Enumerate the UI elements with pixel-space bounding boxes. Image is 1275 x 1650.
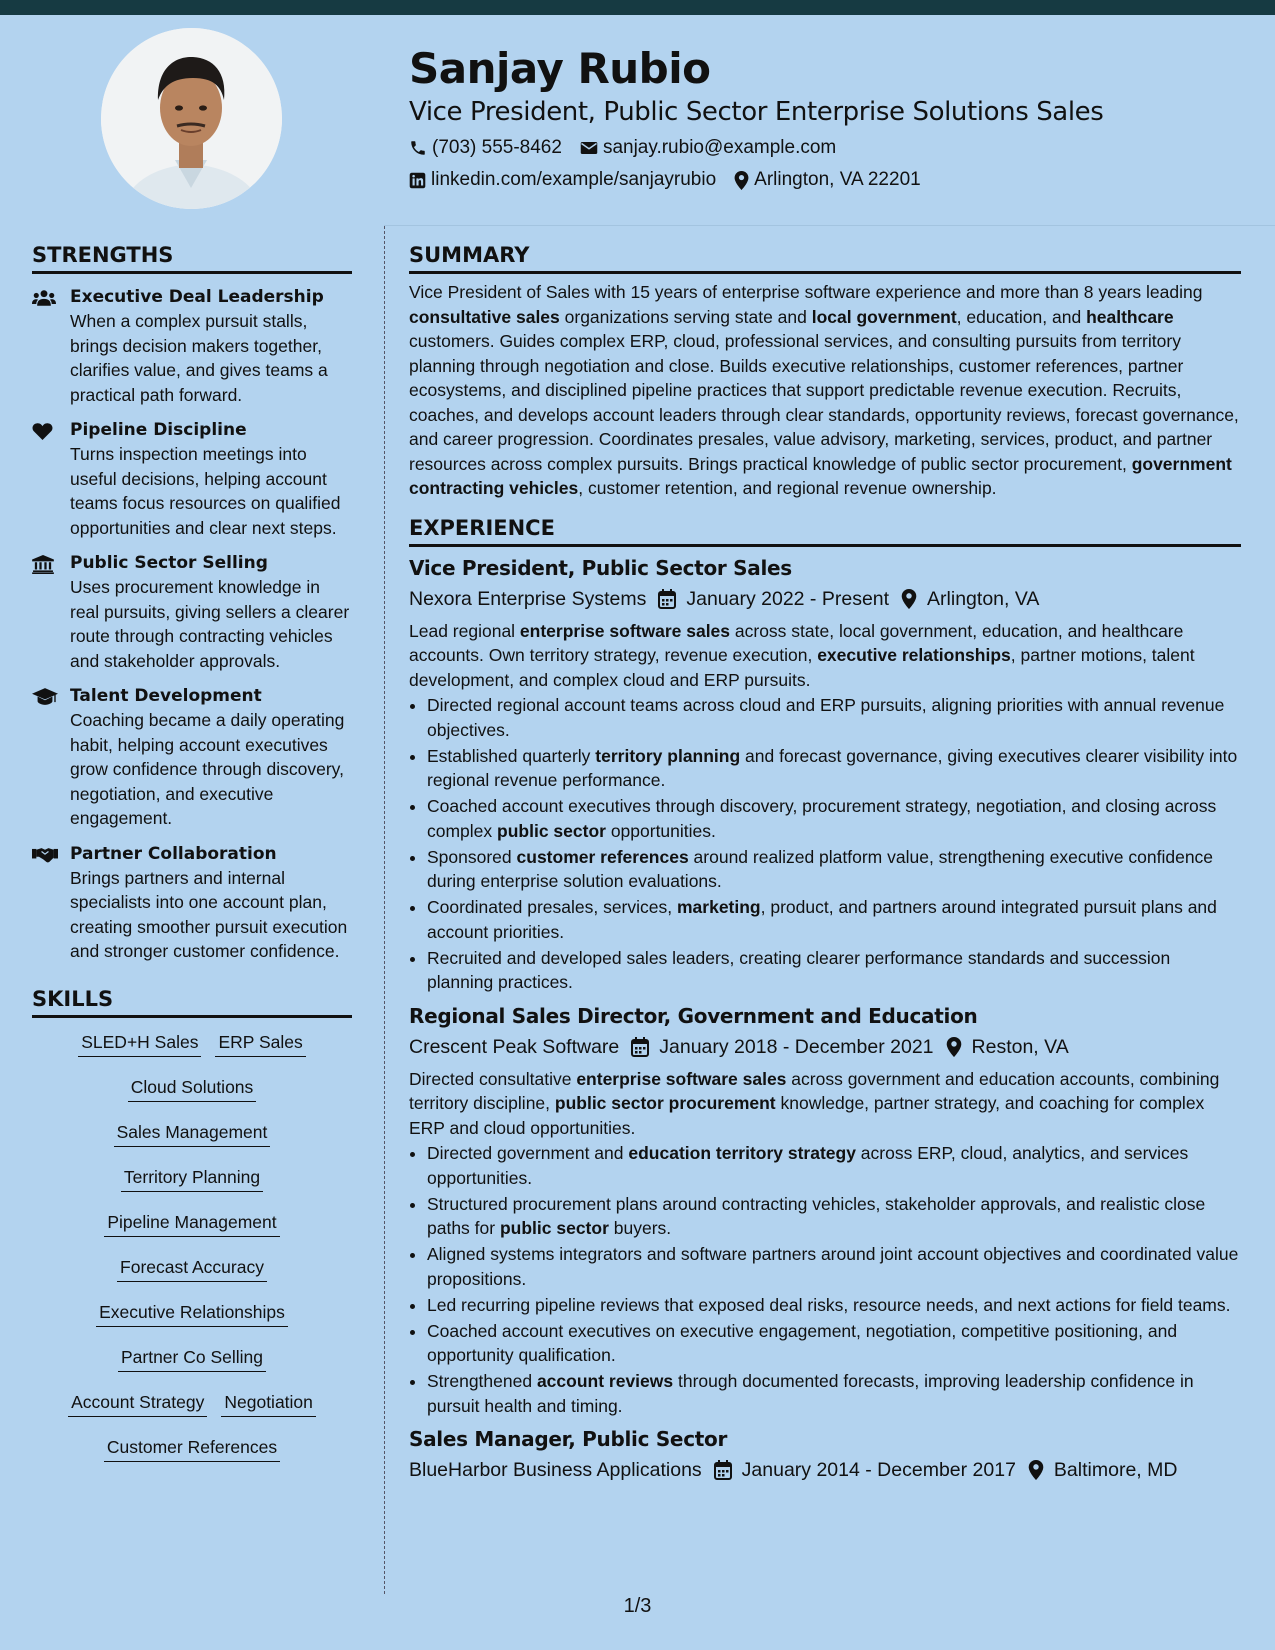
list-item: • Coached account executives through discovery, procurement strategy, negotiation, and closing across complex public sector opportunities. bbox=[427, 794, 1241, 843]
skill-tag: Territory Planning bbox=[121, 1165, 263, 1192]
strengths-heading: STRENGTHS bbox=[32, 240, 352, 274]
list-item: • Coordinated presales, services, marketing, product, and partners around integrated pursuit plans and account priorities. bbox=[427, 895, 1241, 944]
job-company: BlueHarbor Business Applications bbox=[409, 1459, 702, 1481]
skill-tag: Negotiation bbox=[221, 1390, 316, 1417]
job-description: Lead regional enterprise software sales across state, local government, education, and healthcare accounts. Own territory strategy, revenue execution, executive relationships, partner motions, talent development, and complex cloud and ERP pursuits. bbox=[409, 620, 1195, 690]
job-entry bbox=[409, 1002, 1241, 1419]
list-item: • Directed government and education territory strategy across ERP, cloud, analytics, and services opportunities. bbox=[427, 1141, 1241, 1190]
top-bar bbox=[0, 0, 1275, 15]
skill-row bbox=[32, 1075, 352, 1120]
contact-linkedin[interactable]: linkedin.com/example/sanjayrubio bbox=[409, 168, 716, 192]
left-column bbox=[32, 240, 352, 1480]
profile-photo bbox=[101, 28, 282, 209]
users-icon bbox=[32, 289, 56, 307]
graduation-cap-icon bbox=[32, 688, 58, 706]
skill-row bbox=[32, 1210, 352, 1255]
candidate-title: Vice President, Public Sector Enterprise Solutions Sales bbox=[409, 97, 1104, 127]
map-pin-icon bbox=[1028, 1460, 1044, 1480]
job-dates: January 2022 - Present bbox=[686, 587, 890, 610]
resume-header bbox=[409, 42, 1239, 192]
column-divider bbox=[384, 226, 385, 1594]
candidate-name: Sanjay Rubio bbox=[409, 44, 711, 93]
heart-icon bbox=[32, 422, 53, 440]
list-item: • Aligned systems integrators and software partners around joint account objectives and coordinated value propositions. bbox=[427, 1242, 1241, 1291]
contact-email[interactable]: sanjay.rubio@example.com bbox=[580, 136, 836, 160]
skill-tag: Account Strategy bbox=[68, 1390, 207, 1417]
job-description: Directed consultative enterprise software sales across government and education accounts, combining territory discipline, public sector procurement knowledge, partner strategy, and coaching for complex ERP and cloud opportunities. bbox=[409, 1068, 1220, 1138]
summary-heading: SUMMARY bbox=[409, 240, 1241, 274]
job-company: Crescent Peak Software bbox=[409, 1035, 620, 1058]
job-dates: January 2018 - December 2021 bbox=[659, 1035, 934, 1058]
skill-row bbox=[32, 1300, 352, 1345]
skill-tag: Sales Management bbox=[114, 1120, 271, 1147]
list-item: • Structured procurement plans around contracting vehicles, stakeholder approvals, and realistic close paths for public sector buyers. bbox=[427, 1192, 1241, 1241]
strength-item: Executive Deal Leadership When a complex pursuit stalls, brings decision makers together, clarifies value, and gives teams a practical path forward. bbox=[32, 286, 352, 407]
list-item: • Sponsored customer references around realized platform value, strengthening executive confidence during enterprise solution evaluations. bbox=[427, 845, 1241, 894]
skill-tag: Executive Relationships bbox=[96, 1300, 288, 1327]
skills-list bbox=[32, 1030, 352, 1480]
skill-row bbox=[32, 1120, 352, 1165]
map-pin-icon bbox=[901, 589, 917, 609]
list-item: • Directed regional account teams across cloud and ERP pursuits, aligning priorities with annual revenue objectives. bbox=[427, 693, 1241, 742]
strength-item: Partner Collaboration Brings partners and internal specialists into one account plan, creating smoother pursuit execution and stronger customer confidence. bbox=[32, 843, 352, 964]
contact-phone: (703) 555-8462 bbox=[409, 136, 562, 160]
envelope-icon bbox=[580, 140, 598, 156]
list-item: • Led recurring pipeline reviews that exposed deal risks, resource needs, and next actions for field teams. bbox=[427, 1293, 1241, 1318]
experience-list bbox=[409, 554, 1241, 1485]
header-rule bbox=[384, 225, 1275, 226]
skill-tag: ERP Sales bbox=[215, 1030, 305, 1057]
job-location: Baltimore, MD bbox=[1053, 1459, 1178, 1481]
job-dates: January 2014 - December 2017 bbox=[741, 1459, 1016, 1481]
linkedin-icon bbox=[409, 172, 426, 189]
list-item: • Established quarterly territory planning and forecast governance, giving executives clearer visibility into regional revenue performance. bbox=[427, 744, 1241, 793]
right-column bbox=[409, 240, 1241, 1484]
landmark-icon bbox=[32, 555, 54, 574]
summary-text: Vice President of Sales with 15 years of enterprise software experience and more than 8 years leading consultative sales organizations serving state and local government, education, and healthcare customers. Guides complex ERP, cloud, professional services, and consulting pursuits from territory planning through negotiation and close. Builds executive relationships, customer references, partner ecosystems, and disciplined pipeline practices that support predictable revenue execution. Recruits, coaches, and develops account leaders through clear standards, opportunity reviews, forecast governance, and career progression. Coordinates presales, value advisory, marketing, services, product, and partner resources across complex pursuits. Brings practical knowledge of public sector procurement, government contracting vehicles, customer retention, and regional revenue ownership. bbox=[409, 282, 1239, 498]
map-pin-icon bbox=[734, 171, 749, 190]
job-title: Regional Sales Director, Government and Education bbox=[409, 1003, 978, 1028]
job-location: Arlington, VA bbox=[927, 587, 1040, 610]
strength-item: Public Sector Selling Uses procurement knowledge in real pursuits, giving sellers a clearer route through contracting vehicles and stakeholder approvals. bbox=[32, 552, 352, 673]
contact-row-1 bbox=[409, 136, 1239, 160]
skill-row bbox=[32, 1345, 352, 1390]
skill-row bbox=[32, 1390, 352, 1435]
skill-row bbox=[32, 1435, 352, 1480]
skills-heading: SKILLS bbox=[32, 984, 352, 1018]
job-meta bbox=[409, 1456, 1241, 1484]
list-item: • Recruited and developed sales leaders, creating clearer performance standards and succession planning practices. bbox=[427, 946, 1241, 995]
phone-icon bbox=[409, 139, 427, 157]
calendar-icon bbox=[714, 1460, 732, 1480]
map-pin-icon bbox=[946, 1037, 962, 1057]
job-title: Sales Manager, Public Sector bbox=[409, 1427, 728, 1451]
calendar-icon bbox=[658, 589, 676, 609]
job-title: Vice President, Public Sector Sales bbox=[409, 555, 792, 580]
list-item: • Strengthened account reviews through documented forecasts, improving leadership confidence in pursuit health and timing. bbox=[427, 1369, 1241, 1418]
job-meta bbox=[409, 1033, 1241, 1061]
job-meta bbox=[409, 585, 1241, 613]
strength-item: Talent Development Coaching became a daily operating habit, helping account executives grow confidence through discovery, negotiation, and executive engagement. bbox=[32, 685, 352, 831]
job-company: Nexora Enterprise Systems bbox=[409, 587, 647, 610]
skill-tag: Cloud Solutions bbox=[128, 1075, 257, 1102]
job-location: Reston, VA bbox=[971, 1035, 1069, 1058]
skill-tag: Forecast Accuracy bbox=[117, 1255, 267, 1282]
skill-row bbox=[32, 1165, 352, 1210]
job-bullets bbox=[409, 693, 1241, 995]
job-entry bbox=[409, 554, 1241, 995]
skill-tag: Partner Co Selling bbox=[118, 1345, 266, 1372]
skill-tag: Pipeline Management bbox=[104, 1210, 279, 1237]
calendar-icon bbox=[631, 1037, 649, 1057]
skill-tag: Customer References bbox=[104, 1435, 280, 1462]
experience-heading: EXPERIENCE bbox=[409, 513, 1241, 547]
job-bullets bbox=[409, 1141, 1241, 1418]
skill-row bbox=[32, 1030, 352, 1075]
handshake-icon bbox=[32, 846, 58, 864]
strength-item: Pipeline Discipline Turns inspection meetings into useful decisions, helping account teams focus resources on qualified opportunities and clear next steps. bbox=[32, 419, 352, 540]
skill-tag: SLED+H Sales bbox=[78, 1030, 201, 1057]
contact-location: Arlington, VA 22201 bbox=[734, 168, 921, 192]
job-entry bbox=[409, 1425, 1241, 1484]
contact-row-2 bbox=[409, 168, 1239, 192]
list-item: • Coached account executives on executive engagement, negotiation, competitive positioning, and opportunity qualification. bbox=[427, 1319, 1241, 1368]
skill-row bbox=[32, 1255, 352, 1300]
page-number: 1/3 bbox=[623, 1595, 652, 1617]
